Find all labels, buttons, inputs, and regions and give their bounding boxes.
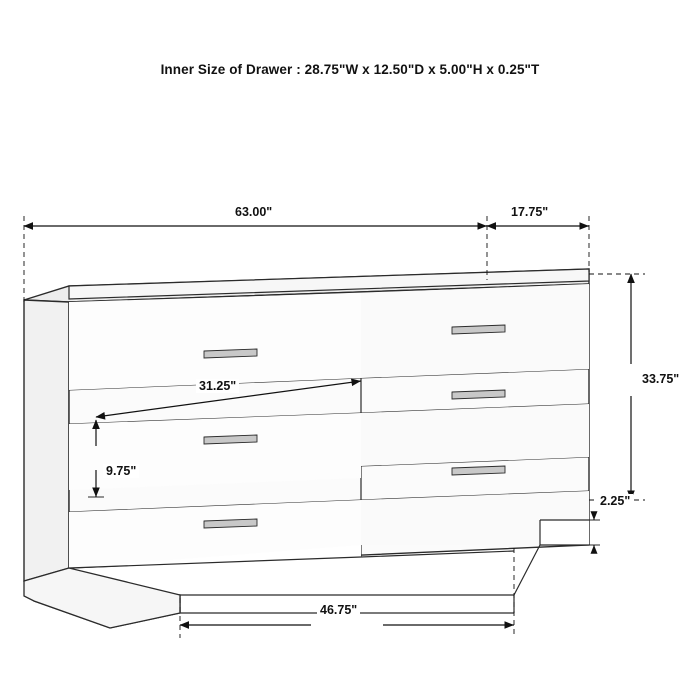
- handle-1: [204, 349, 257, 358]
- dim-label-toe-height: 2.25": [597, 494, 633, 508]
- handle-2: [452, 325, 505, 334]
- handle-4: [452, 390, 505, 399]
- dresser-body: [24, 269, 589, 628]
- handle-5: [204, 519, 257, 528]
- base-riser: [514, 545, 540, 595]
- handle-6: [452, 466, 505, 475]
- dim-label-base-width: 46.75": [317, 603, 360, 617]
- dim-label-height: 33.75": [639, 372, 682, 386]
- drawer-face-1: [69, 293, 361, 390]
- dim-label-depth: 17.75": [508, 205, 551, 219]
- drawer-face-4: [361, 404, 589, 466]
- drawer-face-3: [69, 413, 361, 490]
- dim-label-drawer-height: 9.75": [103, 464, 139, 478]
- dim-label-width: 63.00": [232, 205, 275, 219]
- handle-3: [204, 435, 257, 444]
- page-title: Inner Size of Drawer : 28.75"W x 12.50"D x 5.00"H x 0.25"T: [160, 62, 540, 77]
- dresser-left-side: [24, 300, 69, 581]
- base-left: [24, 568, 180, 628]
- dim-label-inner-width: 31.25": [196, 379, 239, 393]
